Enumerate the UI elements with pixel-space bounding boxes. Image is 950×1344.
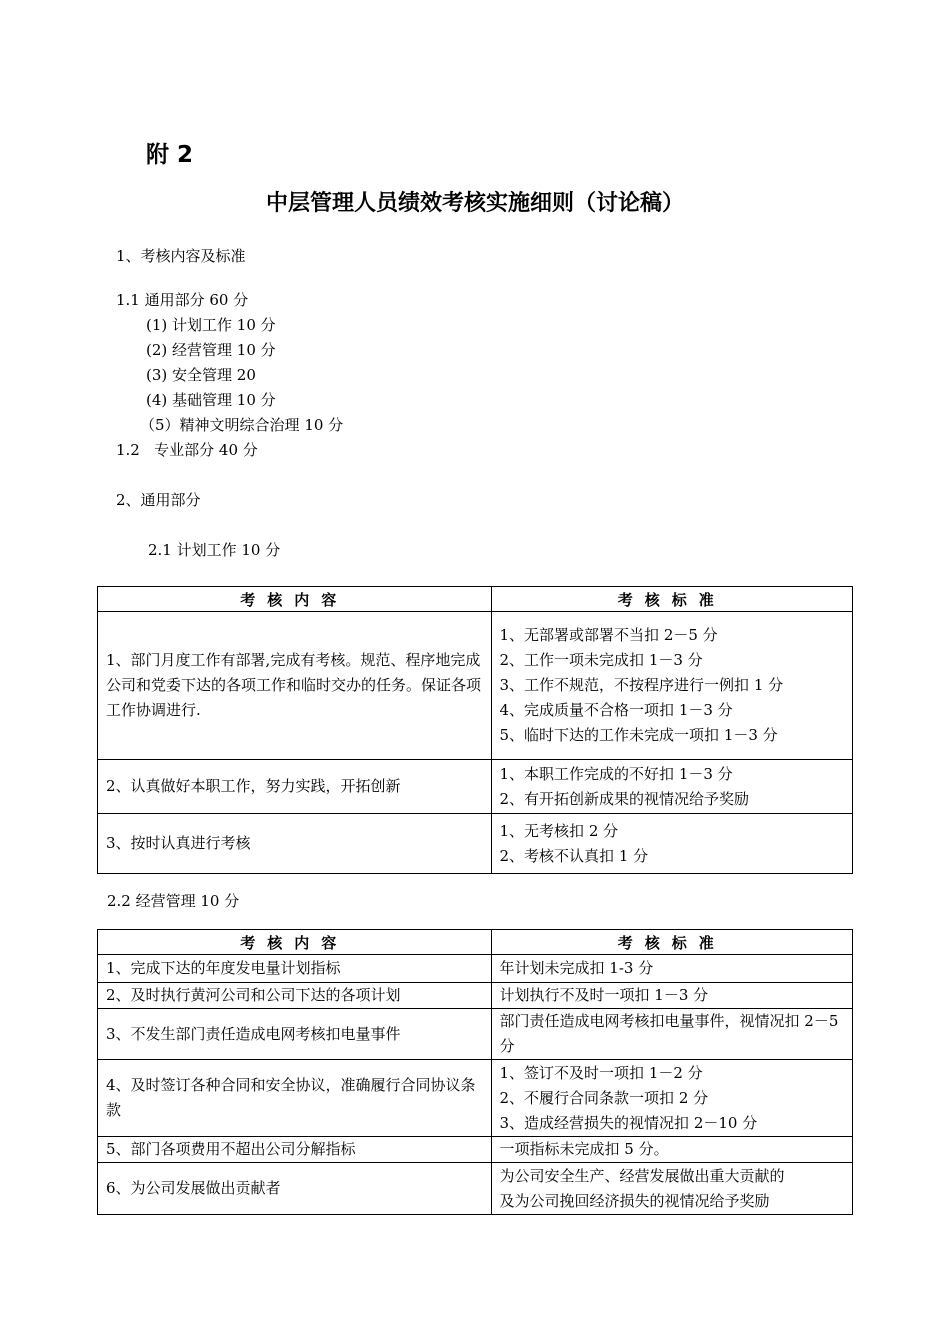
header-content: 考核内容 xyxy=(98,587,492,612)
table-cell-content: 3、按时认真进行考核 xyxy=(98,814,492,874)
header-content: 考核内容 xyxy=(98,930,492,955)
table-cell-content: 1、部门月度工作有部署,完成有考核。规范、程序地完成公司和党委下达的各项工作和临时交办的任务。保证各项工作协调进行. xyxy=(98,612,492,760)
list-item: (3) 安全管理 20 xyxy=(146,366,256,384)
table-row xyxy=(98,814,853,874)
table-cell-standard: 年计划未完成扣 1-3 分 xyxy=(491,955,852,983)
table-cell-content: 6、为公司发展做出贡献者 xyxy=(98,1163,492,1215)
table-cell-standard: 1、签订不及时一项扣 1－2 分 2、不履行合同条款一项扣 2 分 3、造成经营损失的视情况扣 2－10 分 xyxy=(491,1060,852,1137)
list-item: （5）精神文明综合治理 10 分 xyxy=(140,416,344,434)
document-title: 中层管理人员绩效考核实施细则（讨论稿） xyxy=(265,191,684,216)
table-cell-standard: 1、无考核扣 2 分 2、考核不认真扣 1 分 xyxy=(491,814,852,874)
table-cell-content: 2、及时执行黄河公司和公司下达的各项计划 xyxy=(98,983,492,1009)
table-row xyxy=(98,1060,853,1137)
section-1-1-heading: 1.1 通用部分 60 分 xyxy=(116,291,249,309)
table-cell-standard: 1、本职工作完成的不好扣 1－3 分 2、有开拓创新成果的视情况给予奖励 xyxy=(491,760,852,814)
table-cell-standard: 计划执行不及时一项扣 1－3 分 xyxy=(491,983,852,1009)
header-standard: 考核标准 xyxy=(491,930,852,955)
table-row xyxy=(98,983,853,1009)
section-2-1-heading: 2.1 计划工作 10 分 xyxy=(148,541,281,559)
list-item: (1) 计划工作 10 分 xyxy=(146,316,276,334)
table-cell-standard: 一项指标未完成扣 5 分。 xyxy=(491,1137,852,1163)
table-cell-standard: 部门责任造成电网考核扣电量事件，视情况扣 2－5 分 xyxy=(491,1009,852,1060)
business-management-table xyxy=(97,929,853,1215)
table-cell-standard: 1、无部署或部署不当扣 2－5 分 2、工作一项未完成扣 1－3 分 3、工作不规范，不按程序进行一例扣 1 分 4、完成质量不合格一项扣 1－3 分 5、临时下达的工作未完成一项扣 1－3 分 xyxy=(491,612,852,760)
section-2-2-heading: 2.2 经营管理 10 分 xyxy=(107,892,240,910)
list-item: (2) 经营管理 10 分 xyxy=(146,341,276,359)
attachment-label: 附 2 xyxy=(146,142,194,168)
table-header-row xyxy=(98,930,853,955)
table-cell-standard: 为公司安全生产、经营发展做出重大贡献的 及为公司挽回经济损失的视情况给予奖励 xyxy=(491,1163,852,1215)
header-standard: 考核标准 xyxy=(491,587,852,612)
table-row xyxy=(98,612,853,760)
list-item: (4) 基础管理 10 分 xyxy=(146,391,276,409)
section-1-2-heading: 1.2 专业部分 40 分 xyxy=(116,441,258,459)
table-row xyxy=(98,760,853,814)
section-2-heading: 2、通用部分 xyxy=(116,491,201,509)
table-cell-content: 2、认真做好本职工作，努力实践，开拓创新 xyxy=(98,760,492,814)
table-header-row xyxy=(98,587,853,612)
table-cell-content: 5、部门各项费用不超出公司分解指标 xyxy=(98,1137,492,1163)
table-cell-content: 3、不发生部门责任造成电网考核扣电量事件 xyxy=(98,1009,492,1060)
section-1-heading: 1、考核内容及标准 xyxy=(116,247,246,265)
table-cell-content: 1、完成下达的年度发电量计划指标 xyxy=(98,955,492,983)
table-row xyxy=(98,1137,853,1163)
table-cell-content: 4、及时签订各种合同和安全协议，准确履行合同协议条款 xyxy=(98,1060,492,1137)
table-row xyxy=(98,1009,853,1060)
plan-work-table xyxy=(97,586,853,874)
table-row xyxy=(98,1163,853,1215)
table-row xyxy=(98,955,853,983)
